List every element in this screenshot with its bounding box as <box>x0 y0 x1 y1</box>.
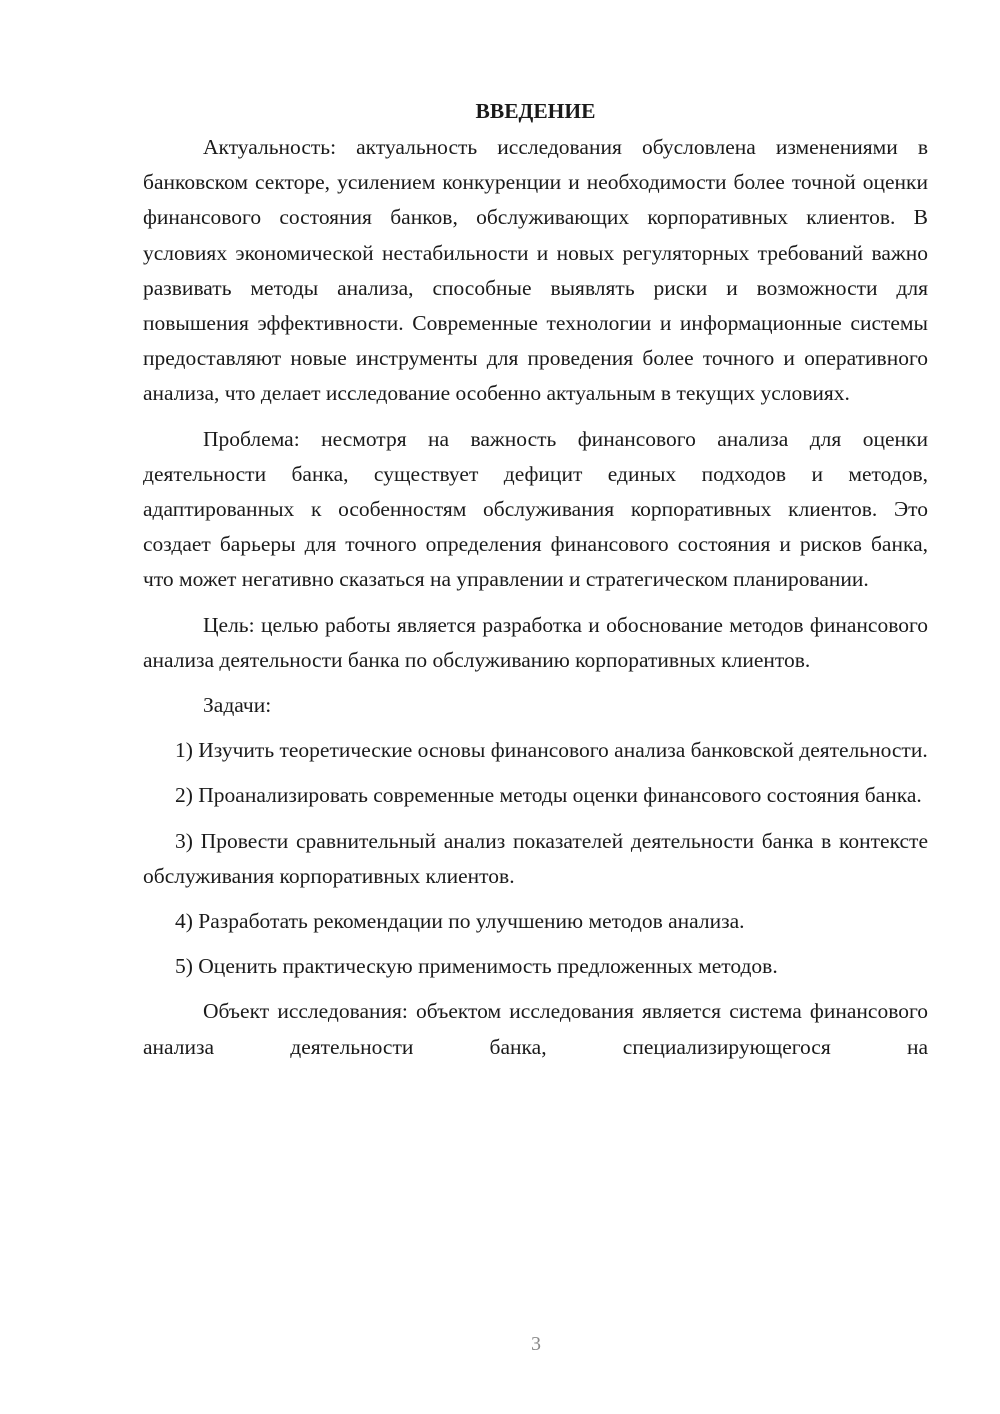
paragraph-goal: Цель: целью работы является разработка и обоснование методов финансового анализа деятельности банка по обслуживанию корпоративных клиентов. <box>143 612 928 672</box>
task-item-3: 3) Провести сравнительный анализ показателей деятельности банка в контексте обслуживания корпоративных клиентов. <box>143 828 928 888</box>
tasks-label: Задачи: <box>203 693 272 718</box>
page-content <box>143 95 928 1075</box>
page-number: 3 <box>531 1333 541 1355</box>
task-item-5: 5) Оценить практическую применимость предложенных методов. <box>175 954 778 979</box>
paragraph-problem: Проблема: несмотря на важность финансового анализа для оценки деятельности банка, существует дефицит единых подходов и методов, адаптированных к особенностям обслуживания корпоративных клиентов. Это создает барьеры для точного определения финансового состояния и рисков банка, что может негативно сказаться на управлении и стратегическом планировании. <box>143 426 928 592</box>
paragraph-relevance: Актуальность: актуальность исследования обусловлена изменениями в банковском секторе, усилением конкуренции и необходимости более точной оценки финансового состояния банков, обслуживающих корпоративных клиентов. В условиях экономической нестабильности и новых регуляторных требований важно развивать методы анализа, способные выявлять риски и возможности для повышения эффективности. Современные технологии и информационные системы предоставляют новые инструменты для проведения более точного и оперативного анализа, что делает исследование особенно актуальным в текущих условиях. <box>143 135 928 406</box>
paragraph-object: Объект исследования: объектом исследования является система финансового анализа деятельности банка, специализирующегося на <box>143 999 928 1059</box>
task-item-4: 4) Разработать рекомендации по улучшению методов анализа. <box>175 909 745 934</box>
task-item-2: 2) Проанализировать современные методы оценки финансового состояния банка. <box>175 783 922 808</box>
page-heading: ВВЕДЕНИЕ <box>475 99 596 123</box>
task-item-1: 1) Изучить теоретические основы финансового анализа банковской деятельности. <box>175 738 928 763</box>
